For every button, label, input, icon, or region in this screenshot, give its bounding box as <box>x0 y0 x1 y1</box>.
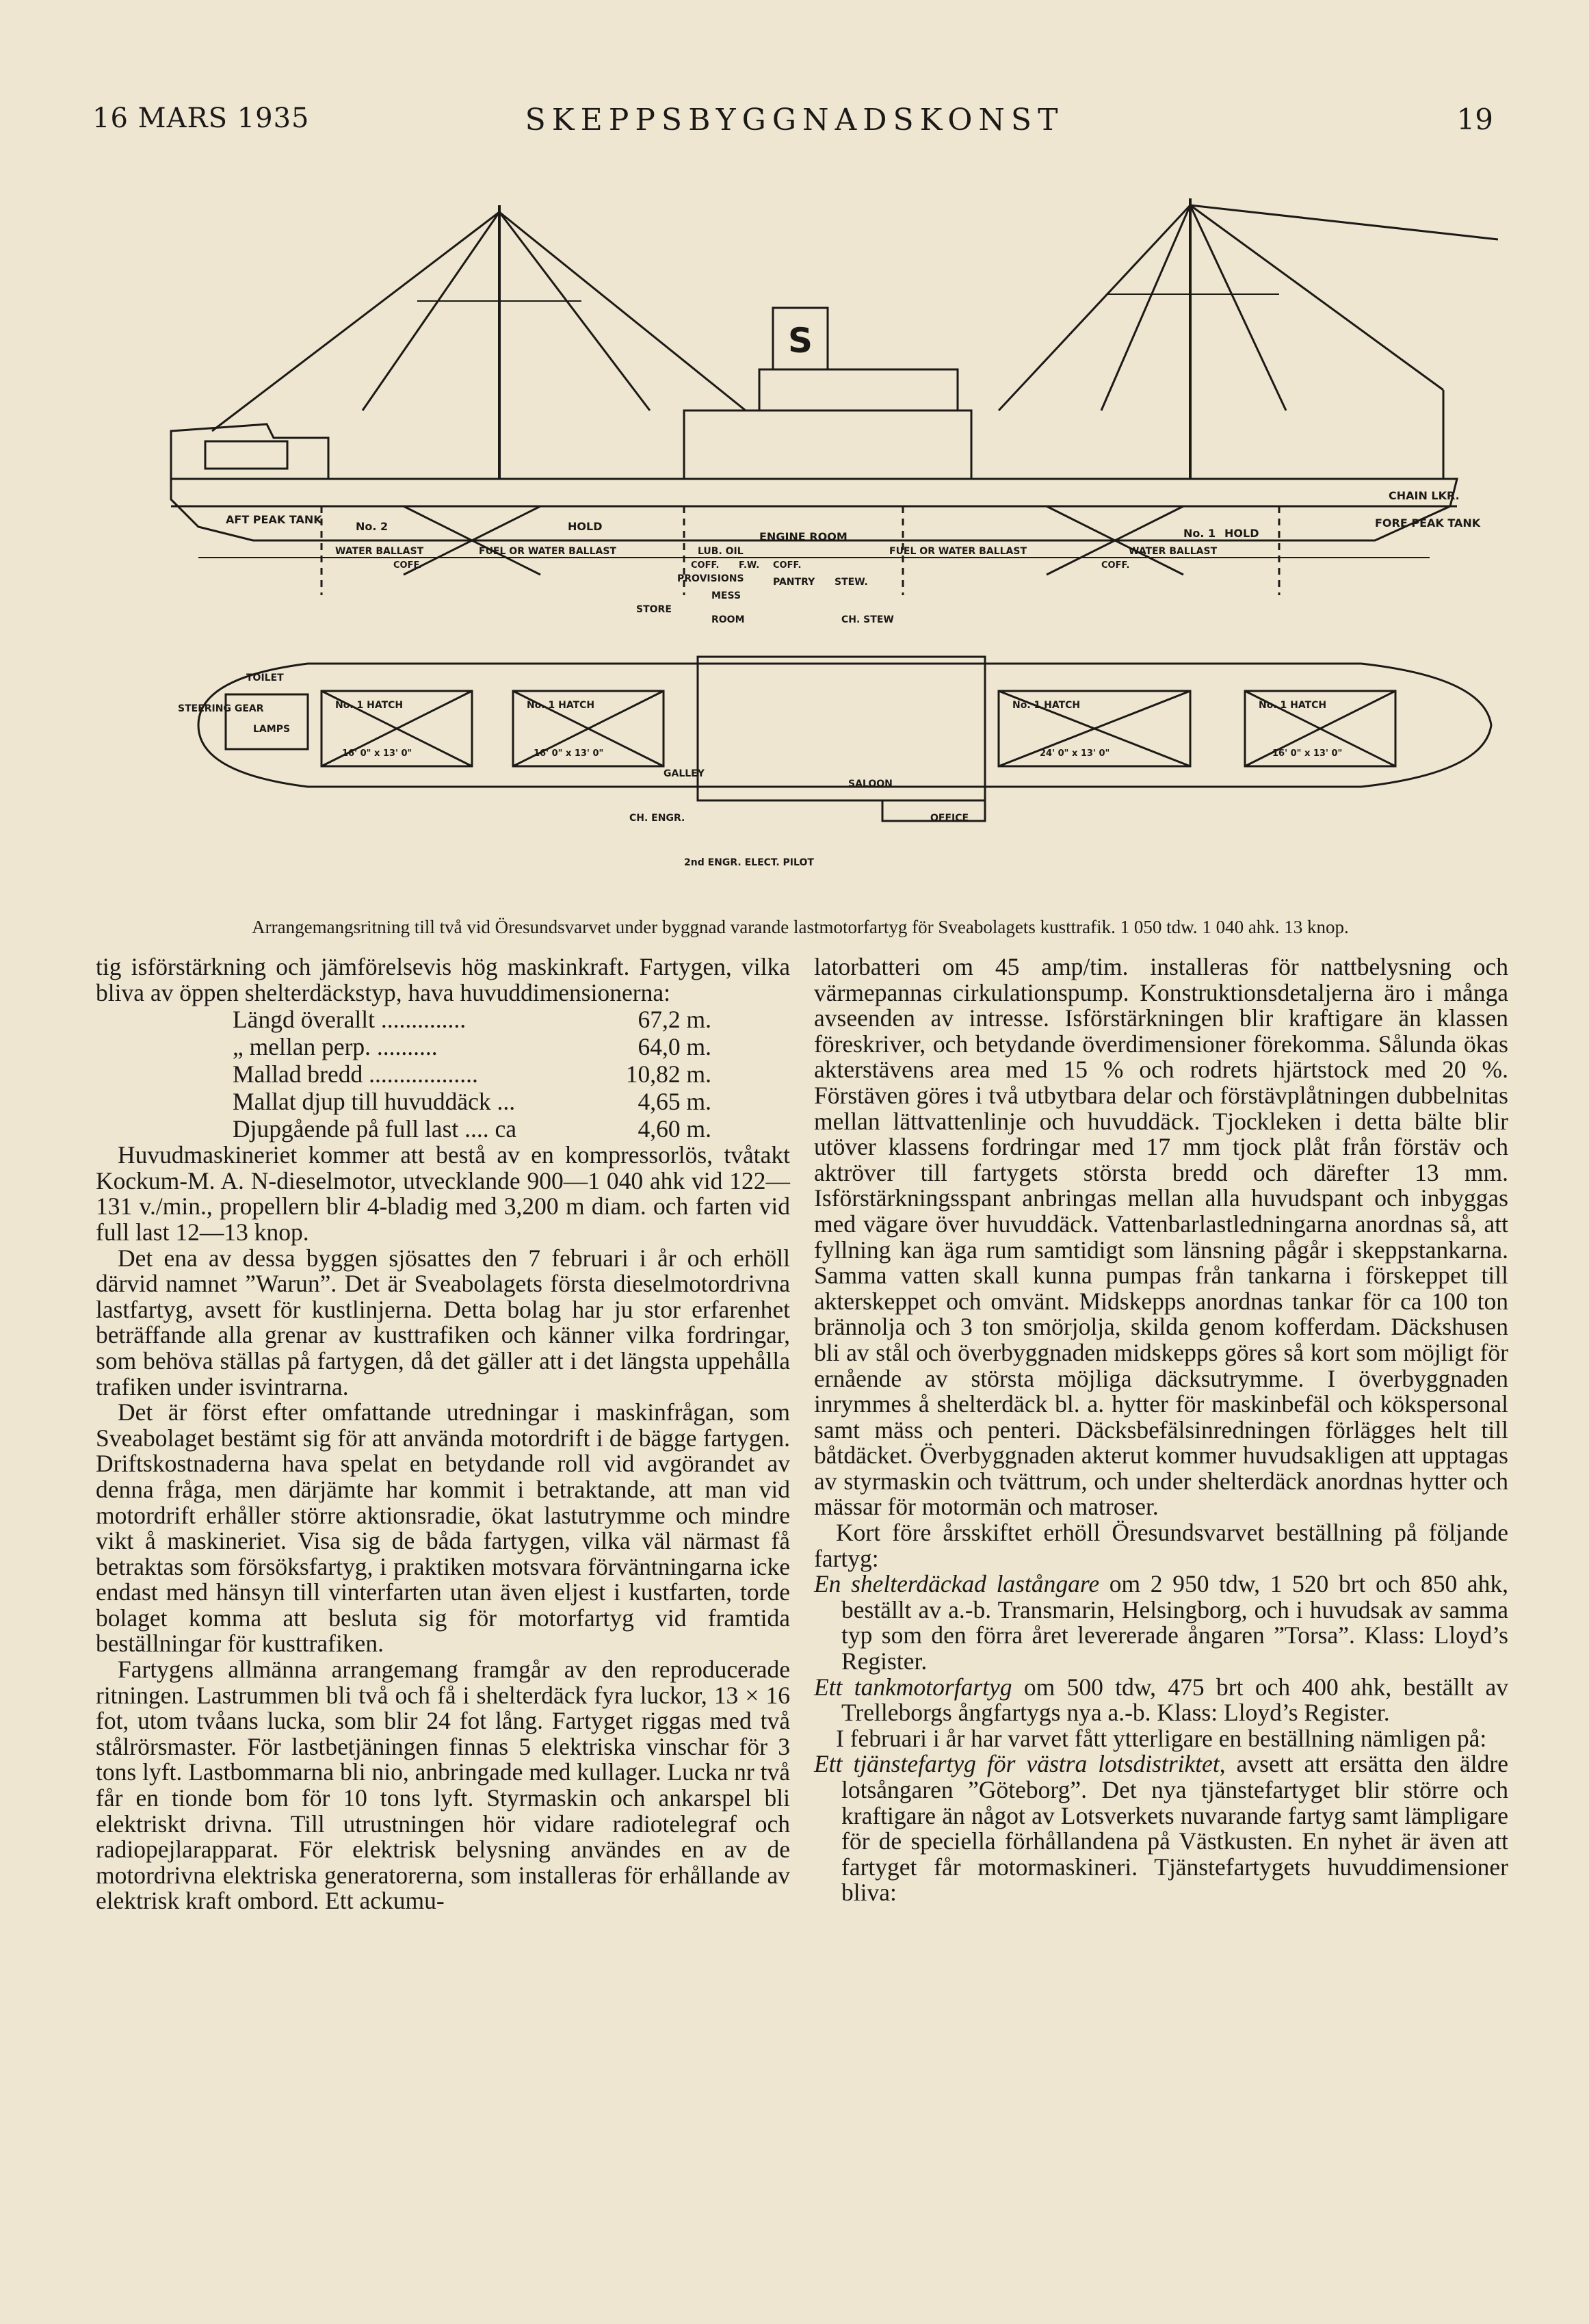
label-dim-3: 24' 0" x 13' 0" <box>1040 748 1110 759</box>
dim-row: Djupgående på full last .... ca 4,60 m. <box>233 1115 711 1143</box>
order-shelterdeck: En shelterdäckad lastångare om 2 950 tdw, 1 520 brt och 850 ahk, beställt av a.-b. Transmarin, Helsingborg, och i huvudsak av samma typ som den förra året levererade ångaren ”Torsa”. Klass: Lloyd’s Register. <box>814 1570 1508 1675</box>
order-tanker: Ett tankmotorfartyg om 500 tdw, 475 brt och 400 ahk, beställt av Trelleborgs ångfartygs nya a.-b. Klass: Lloyd’s Register. <box>814 1673 1508 1727</box>
label-hold-fwd: HOLD <box>1224 527 1259 540</box>
left-column <box>96 954 790 1914</box>
paragraph-construction: latorbatteri om 45 amp/tim. installeras för nattbelysning och värmepannas cirkulationspump. Konstruktionsdetaljerna äro i många avseenden av intresse. Isförstärkningen blir kraftigare än klassen föreskriver, och betydande överdimensioner förekomma. Sålunda ökas akterstävens area med 15 % och rodrets hjärtstock med 20 %. Förstäven göres i två utbytbara delar och förstävplåtningen dubbelnitas mellan lättvattenlinje och huvuddäck. Tjockleken i detta bälte blir utöver klassens fordringar med 17 mm tjock plåt från förstäv och aktröver till fartygets största bredd och därefter 13 mm. Isförstärkningsspant anbringas mellan alla huvudspant och inbyggas med vägare över huvuddäck. Vattenbarlastledningarna anordnas så, att fyllning kan äga rum samtidigt som länsning pågår i skeppstankarna. Samma vatten skall kunna pumpas från tankarna i förskeppet till akterskeppet och omvänt. Midskepps anordnas tankar för ca 100 ton brännolja och 3 ton smörjolja, skilda genom kofferdam. Däckshusen bli av stål och överbyggnaden midskepps göres så kort som möjligt för ernående av största möjliga däcksutrymme. I överbyggnaden inrymmes å shelterdäck bl. a. hytter för maskinbefäl och kökspersonal samt mäss och penteri. Däcksbefälsinredningen förlägges helt till båtdäcket. Överbyggnaden akterut kommer huvudsakligen att upptagas av styrmaskin och tvättrum, och under shelterdäck anordnas hytter och mässar för motormän och matroser. <box>814 953 1508 1521</box>
paragraph-motor-choice: Det är först efter omfattande utredningar i maskinfrågan, som Sveabolaget bestämt sig för att använda motordrift i de bägge fartygen. Driftskostnaderna hava spelat en betydande roll vid avgörandet av denna fråga, men därjämte har kommit i betraktande, att man vid motordrift erhåller större aktionsradie, ökat lastutrymme och mindre vikt å maskineriet. Visa sig de båda fartygen, vilka väl närmast få betraktas som försöksfartyg, i praktiken motsvara förväntningarna icke endast med hänsyn till vinterfarten utan även eljest i kustfarten, torde bolaget komma att besluta sig för motorfartyg vid framtida beställningar för kusttrafiken. <box>96 1398 790 1658</box>
dim-row: Mallad bredd .................. 10,82 m. <box>233 1060 711 1088</box>
label-hold-aft: HOLD <box>568 520 603 533</box>
label-saloon: SALOON <box>848 779 893 789</box>
label-stew-top: STEW. <box>835 577 868 588</box>
label-ch-stew: CH. STEW <box>841 614 894 625</box>
label-chain-lkr: CHAIN LKR. <box>1389 489 1460 502</box>
label-hatch-3: No. 1 HATCH <box>1012 700 1081 711</box>
label-water-ballast-aft: WATER BALLAST <box>335 546 424 557</box>
issue-date: 16 MARS 1935 <box>92 103 310 134</box>
label-lamps: LAMPS <box>253 724 291 735</box>
label-coff-3: COFF. <box>773 560 802 571</box>
label-galley: GALLEY <box>664 768 705 779</box>
label-dim-2: 16' 0" x 13' 0" <box>534 748 604 759</box>
label-hatch-2: No. 1 HATCH <box>527 700 595 711</box>
label-coff-1: COFF. <box>393 560 422 571</box>
dim-row: Längd överallt .............. 67,2 m. <box>233 1006 711 1034</box>
figure-caption: Arrangemangsritning till två vid Öresundsvarvet under byggnad varande lastmotorfartyg för Sveabolagets kusttrafik. 1 050 tdw. 1 040 ahk. 13 knop. <box>252 917 1349 937</box>
dim-row: „ mellan perp. .......... 64,0 m. <box>233 1033 711 1061</box>
label-ch-engr: CH. ENGR. <box>629 813 685 824</box>
label-fuel-aft: FUEL OR WATER BALLAST <box>479 546 616 557</box>
label-aft-peak: AFT PEAK TANK <box>226 513 322 526</box>
label-dim-4: 16' 0" x 13' 0" <box>1272 748 1343 759</box>
journal-title: SKEPPSBYGGNADSKONST <box>525 103 1064 138</box>
arrangement-svg <box>157 185 1498 883</box>
label-coff-2: COFF. <box>691 560 720 571</box>
label-pantry: PANTRY <box>773 577 815 588</box>
label-store: STORE <box>636 604 672 615</box>
funnel-mark: S <box>788 321 813 361</box>
label-provisions: PROVISIONS <box>677 573 744 584</box>
label-fore-peak: FORE PEAK TANK <box>1375 517 1481 530</box>
label-hatch-1: No. 1 HATCH <box>335 700 404 711</box>
label-office: OFFICE <box>930 813 969 824</box>
page-header <box>0 103 1589 144</box>
dim-row: Mallat djup till huvuddäck ... 4,65 m. <box>233 1088 711 1116</box>
label-no1: No. 1 <box>1183 527 1216 540</box>
paragraph-february: I februari i år har varvet fått ytterligare en beställning nämligen på: <box>836 1724 1487 1752</box>
paragraph-launch: Det ena av dessa byggen sjösattes den 7 februari i år och erhöll därvid namnet ”Warun”. Det är Sveabolagets första dieselmotordrivna lastfartyg, avsett för kustlinjerna. Detta bolag har ju stor erfarenhet beträffande alla grenar av kusttrafiken och känner vilka fordringar, som behöva ställas på fartygen, då det gäller att i det längsta uppehålla trafiken under isvintrarna. <box>96 1244 790 1400</box>
label-coff-4: COFF. <box>1101 560 1130 571</box>
label-dim-1: 16' 0" x 13' 0" <box>342 748 412 759</box>
page-number: 19 <box>1456 103 1493 136</box>
label-hatch-4: No. 1 HATCH <box>1259 700 1327 711</box>
right-column <box>814 954 1508 1906</box>
paragraph-machinery: Huvudmaskineriet kommer att bestå av en kompressorlös, tvåtakt Kockum-M. A. N-dieselmotor, utvecklande 900—1 040 ahk vid 122—131 v./min., propellern blir 4-bladig med 3,200 m diam. och farten vid full last 12—13 knop. <box>96 1141 790 1246</box>
ship-arrangement-drawing <box>157 185 1498 883</box>
paragraph-orders: Kort före årsskiftet erhöll Öresundsvarvet beställning på följande fartyg: <box>814 1519 1508 1572</box>
paragraph-intro: tig isförstärkning och jämförelsevis hög maskinkraft. Fartygen, vilka bliva av öppen shelterdäckstyp, hava huvuddimensionerna: <box>96 953 790 1006</box>
order-pilot-vessel: Ett tjänstefartyg för västra lotsdistriktet, avsett att ersätta den äldre lotsångaren ”Göteborg”. Det nya tjänstefartyget blir större och kraftigare än något av Lotsverkets nuvarande fartyg samt lämpligare för de speciella förhållandena på Västkusten. En nyhet är även att fartyget får motormaskineri. Tjänstefartygets huvuddimensioner bliva: <box>814 1750 1508 1907</box>
paragraph-arrangement: Fartygens allmänna arrangemang framgår av den reproducerade ritningen. Lastrummen bli två och få i shelterdäck fyra luckor, 13 × 16 fot, utom tvåans lucka, som blir 24 fot lång. Fartyget riggas med två stålrörsmaster. För lastbetjäningen finnas 5 elektriska vinschar för 3 tons lyft. Lastbommarna bli nio, anbringade med kullager. Lucka nr två får en tionde bom för 10 tons lyft. Styrmaskin och ankarspel bli elektriskt drivna. Till utrustningen hör vidare radiotelegraf och radiopejlarapparat. För elektrisk belysning användes en av de motordrivna elektriska generatorerna, som installeras för erhållande av elektrisk kraft ombord. Ett ackumu- <box>96 1656 790 1915</box>
label-toilet: TOILET <box>246 673 284 683</box>
label-crew-cabins: 2nd ENGR. ELECT. PILOT <box>684 857 814 868</box>
label-fw: F.W. <box>739 560 760 571</box>
label-lub-oil: LUB. OIL <box>698 546 744 557</box>
label-room: ROOM <box>711 614 745 625</box>
label-engine-room: ENGINE ROOM <box>759 530 848 543</box>
hull-plan <box>198 664 1491 787</box>
label-no2: No. 2 <box>356 520 389 533</box>
dimensions-table <box>233 1006 711 1143</box>
label-steering-gear: STEERING GEAR <box>178 703 264 714</box>
label-mess: MESS <box>711 590 741 601</box>
label-fuel-fwd: FUEL OR WATER BALLAST <box>889 546 1027 557</box>
label-water-ballast-fwd: WATER BALLAST <box>1129 546 1218 557</box>
